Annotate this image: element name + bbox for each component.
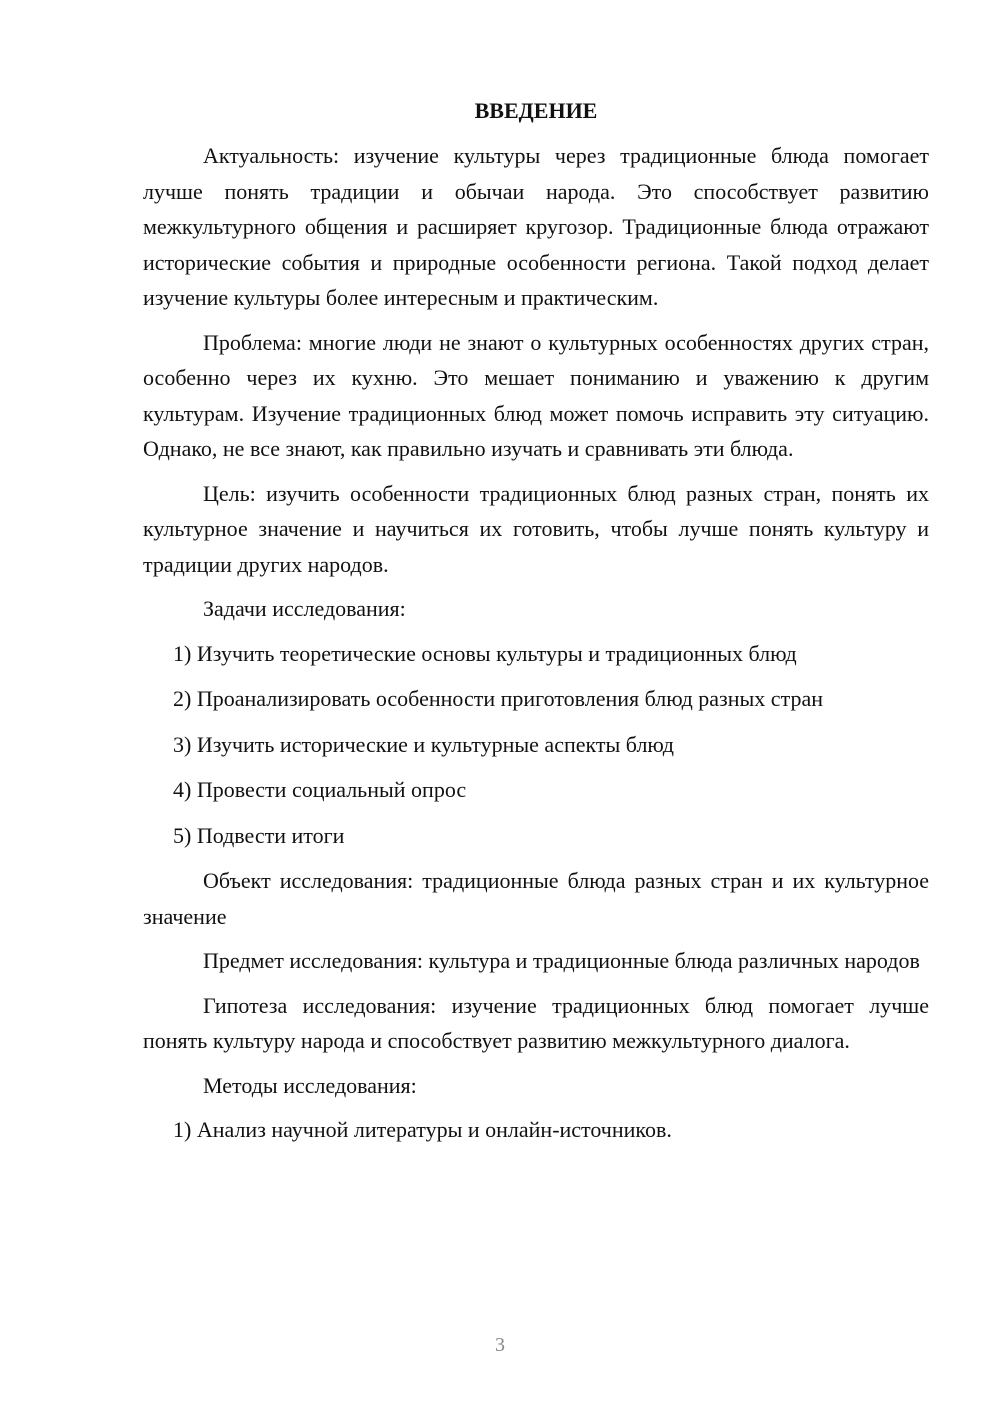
tasks-title: Задачи исследования:: [203, 596, 406, 621]
subject-paragraph: Предмет исследования: культура и традиционные блюда различных народов: [203, 948, 920, 973]
problem-paragraph: Проблема: многие люди не знают о культурных особенностях других стран, особенно через их кухню. Это мешает пониманию и уважению к другим культурам. Изучение традиционных блюд может помочь исправить эту ситуацию. Однако, не все знают, как правильно изучать и сравнивать эти блюда.: [143, 329, 929, 461]
list-item: 4) Провести социальный опрос: [173, 777, 467, 802]
list-item: 3) Изучить исторические и культурные аспекты блюд: [173, 731, 674, 757]
methods-list: [143, 1112, 929, 1148]
goal-paragraph: Цель: изучить особенности традиционных блюд разных стран, понять их культурное значение и научиться их готовить, чтобы лучше понять культуру и традиции других народов.: [143, 480, 929, 577]
hypothesis-paragraph: Гипотеза исследования: изучение традиционных блюд помогает лучше понять культуру народа и способствует развитию межкультурного диалога.: [143, 992, 929, 1053]
document-page: [143, 96, 929, 1158]
list-item: 2) Проанализировать особенности приготовления блюд разных стран: [173, 686, 823, 711]
list-item: 1) Изучить теоретические основы культуры и традиционных блюд: [173, 640, 797, 666]
object-paragraph: Объект исследования: традиционные блюда разных стран и их культурное значение: [143, 868, 929, 929]
methods-title: Методы исследования:: [203, 1072, 417, 1098]
page-title: ВВЕДЕНИЕ: [474, 98, 598, 123]
tasks-list: [143, 636, 929, 854]
list-item: 1) Анализ научной литературы и онлайн-источников.: [173, 1117, 672, 1142]
list-item: 5) Подвести итоги: [173, 822, 345, 848]
page-number: 3: [495, 1334, 505, 1356]
relevance-paragraph: Актуальность: изучение культуры через традиционные блюда помогает лучше понять традиции и обычаи народа. Это способствует развитию межкультурного общения и расширяет кругозор. Традиционные блюда отражают исторические события и природные особенности региона. Такой подход делает изучение культуры более интересным и практическим.: [143, 143, 929, 310]
